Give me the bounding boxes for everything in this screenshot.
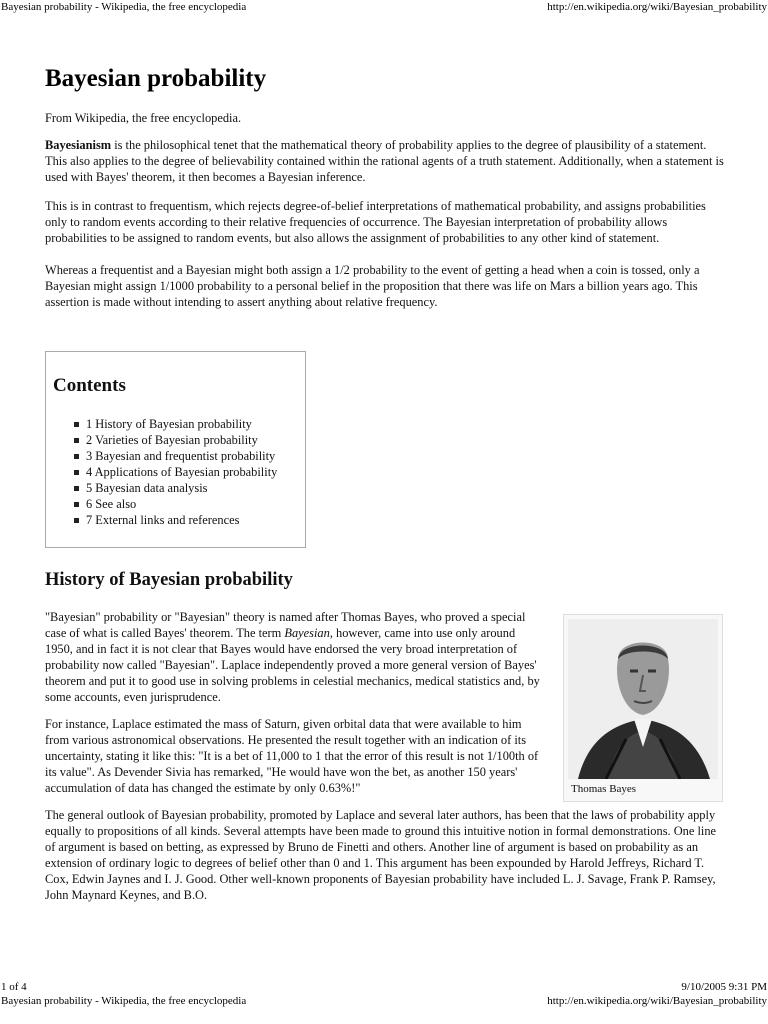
toc-link-frequentist[interactable]: 3 Bayesian and frequentist probability	[86, 449, 276, 463]
toc-item[interactable]	[74, 432, 277, 448]
intro-paragraph-3: Whereas a frequentist and a Bayesian might both assign a 1/2 probability to the event of getting a head when a coin is tossed, only a Bayesian might assign 1/1000 probability to a personal belief in the proposition that there was life on Mars a billion years ago. This assertion is made without intending to assert anything about relative frequency.	[45, 263, 700, 309]
print-datetime: 9/10/2005 9:31 PM	[681, 981, 767, 993]
thumbnail-caption: Thomas Bayes	[571, 783, 637, 795]
bullet-icon	[74, 486, 79, 491]
page-title: Bayesian probability	[45, 65, 267, 92]
history-paragraph-1	[45, 609, 543, 705]
print-footer-title: Bayesian probability - Wikipedia, the free encyclopedia	[1, 995, 247, 1007]
print-footer-url: http://en.wikipedia.org/wiki/Bayesian_probability	[547, 995, 767, 1007]
history-paragraph-1-a: "Bayesian" probability or "Bayesian" theory is named after Thomas Bayes, who proved a special case of what is called Bayes' theorem. The term	[45, 610, 526, 640]
intro-paragraph-1	[45, 137, 725, 185]
bayesian-term: Bayesian	[284, 626, 330, 640]
page-counter: 1 of 4	[1, 981, 27, 993]
thomas-bayes-portrait-image[interactable]	[568, 619, 718, 779]
intro-paragraph-2: This is in contrast to frequentism, which rejects degree-of-belief interpretations of mathematical probability, and assigns probabilities only to random events according to their relative frequencies of occurrence. The Bayesian interpretation of probability allows probabilities to be assigned to random events, but also allows the assignment of probabilities to any other kind of statement.	[45, 199, 706, 245]
toc-item[interactable]	[74, 480, 277, 496]
site-subtitle: From Wikipedia, the free encyclopedia.	[45, 111, 242, 125]
history-heading: History of Bayesian probability	[45, 570, 293, 590]
toc-item[interactable]	[74, 512, 277, 528]
bullet-icon	[74, 422, 79, 427]
bullet-icon	[74, 502, 79, 507]
toc-link-external-links[interactable]: 7 External links and references	[86, 513, 240, 527]
bullet-icon	[74, 470, 79, 475]
toc-item[interactable]	[74, 416, 277, 432]
toc-link-see-also[interactable]: 6 See also	[86, 497, 137, 511]
history-paragraph-1-b: , however, came into use only around 1950, and in fact it is not clear that Bayes would have endorsed the very broad interpretation of probability now called "Bayesian". Laplace independently proved a more general version of Bayes' theorem and put it to good use in solving problems in celestial mechanics, medical statistics and, by some accounts, even jurisprudence.	[45, 626, 540, 704]
history-paragraph-3: The general outlook of Bayesian probability, promoted by Laplace and several later authors, has been that the laws of probability apply equally to propositions of all kinds. Several attempts have been made to ground this intuitive notion in formal demonstrations. One line of argument is based on betting, as expressed by Bruno de Finetti and others. Another line of argument is based on probability as an extension of ordinary logic to degrees of belief other than 0 and 1. This argument has been expounded by Harold Jeffreys, Richard T. Cox, Edwin Jaynes and I. J. Good. Other well-known proponents of Bayesian probability have included L. J. Savage, Frank P. Ramsey, John Maynard Keynes, and B.O.	[45, 808, 717, 902]
bayesianism-term: Bayesianism	[45, 138, 112, 152]
toc-link-history[interactable]: 1 History of Bayesian probability	[86, 417, 252, 431]
bullet-icon	[74, 438, 79, 443]
toc-link-varieties[interactable]: 2 Varieties of Bayesian probability	[86, 433, 258, 447]
toc-list	[74, 416, 277, 528]
bullet-icon	[74, 518, 79, 523]
table-of-contents	[45, 351, 306, 548]
history-paragraph-2: For instance, Laplace estimated the mass of Saturn, given orbital data that were available to him from various astronomical observations. He presented the result together with an indication of its uncertainty, stating it like this: "It is a bet of 11,000 to 1 that the error of this result is not 1/100th of its value". As Devender Sivia has remarked, "He would have won the bet, as another 150 years' accumulation of data has changed the estimate by only 0.63%!"	[45, 717, 539, 795]
toc-link-data-analysis[interactable]: 5 Bayesian data analysis	[86, 481, 208, 495]
print-header-title: Bayesian probability - Wikipedia, the free encyclopedia	[1, 1, 247, 13]
intro-paragraph-1-text: is the philosophical tenet that the mathematical theory of probability applies to the degree of plausibility of a statement. This also applies to the degree of believability contained within the rational agents of a truth statement. Additionally, when a statement is used with Bayes' theorem, it then becomes a Bayesian inference.	[45, 138, 724, 184]
article-body	[45, 62, 725, 310]
toc-link-applications[interactable]: 4 Applications of Bayesian probability	[86, 465, 278, 479]
bullet-icon	[74, 454, 79, 459]
toc-item[interactable]	[74, 464, 277, 480]
toc-title: Contents	[53, 375, 126, 396]
toc-item[interactable]	[74, 496, 277, 512]
thomas-bayes-thumbnail[interactable]	[563, 614, 723, 802]
print-header-url: http://en.wikipedia.org/wiki/Bayesian_probability	[547, 1, 767, 13]
toc-item[interactable]	[74, 448, 277, 464]
